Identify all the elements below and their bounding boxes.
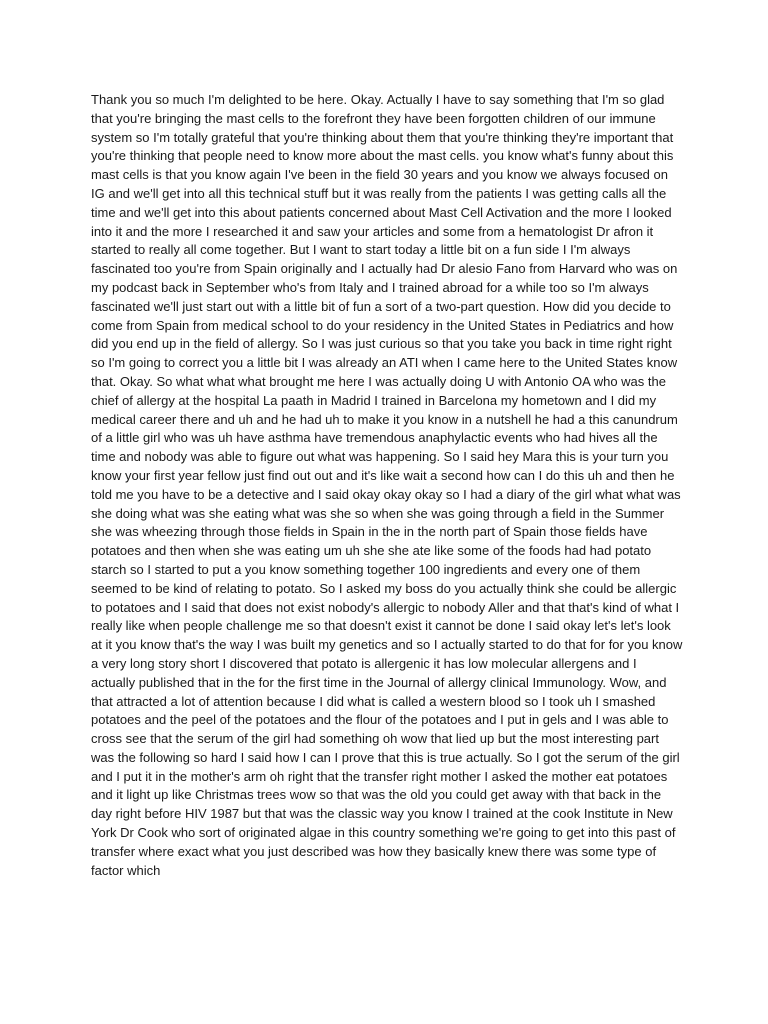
- transcript-paragraph: Thank you so much I'm delighted to be here. Okay. Actually I have to say something that I'm so glad that you're bringing the mast cells to the forefront they have been forgotten children of our immune system so I'm totally grateful that you're thinking about them that you're thinking they're important that you're thinking that people need to know more about the mast cells. you know what's funny about this mast cells is that you know again I've been in the field 30 years and you know we always focused on IG and we'll get into all this technical stuff but it was really from the patients I was getting calls all the time and we'll get into this about patients concerned about Mast Cell Activation and the more I looked into it and the more I researched it and saw your articles and some from a hematologist Dr afron it started to really all come together. But I want to start today a little bit on a fun side I I'm always fascinated too you're from Spain originally and I actually had Dr alesio Fano from Harvard who was on my podcast back in September who's from Italy and I trained abroad for a while too so I'm always fascinated we'll just start out with a little bit of fun a sort of a two-part question. How did you decide to come from Spain from medical school to do your residency in the United States in Pediatrics and how did you end up in the field of allergy. So I was just curious so that you take you back in time right right so I'm going to correct you a little bit I was already an ATI when I came here to the United States know that. Okay. So what what what brought me here I was actually doing U with Antonio OA who was the chief of allergy at the hospital La paath in Madrid I trained in Barcelona my hometown and I did my medical career there and uh and he had uh to make it you know in a nutshell he had a this canundrum of a little girl who was uh have asthma have tremendous anaphylactic events who had hives all the time and nobody was able to figure out what was happening. So I said hey Mara this is your turn you know your first year fellow just find out out and it's like wait a second how can I do this uh and then he told me you have to be a detective and I said okay okay okay so I had a diary of the girl what what was she doing what was she eating what was she so when she was going through a field in the Summer she was wheezing through those fields in Spain in the in the north part of Spain those fields have potatoes and then when she was eating um uh she she ate like some of the foods had had potato starch so I started to put a you know something together 100 ingredients and every one of them seemed to be kind of relating to potato. So I asked my boss do you actually think she could be allergic to potatoes and I said that does not exist nobody's allergic to nobody Aller and that that's kind of what I really like when people challenge me so that doesn't exist it cannot be done I said okay let's let's look at it you know that's the way I was built my genetics and so I actually started to do that for for you know a very long story short I discovered that potato is allergenic it has low molecular allergens and I actually published that in the for the first time in the Journal of allergy clinical Immunology. Wow, and that attracted a lot of attention because I did what is called a western blood so I took uh I smashed potatoes and the peel of the potatoes and the flour of the potatoes and I put in gels and I was able to cross see that the serum of the girl had something oh wow that lied up but the most interesting part was the following so hard I said how I can I prove that this is true actually. So I got the serum of the girl and I put it in the mother's arm oh right that the transfer right mother I asked the mother eat potatoes and it light up like Christmas trees wow so that was the old you could get away with that back in the day right before HIV 1987 but that was the classic way you know I trained at the cook Institute in New York Dr Cook who sort of originated algae in this country something we're going to get into this past of transfer where exact what you just described was how they basically knew there was some type of factor which: [91, 92, 683, 878]
